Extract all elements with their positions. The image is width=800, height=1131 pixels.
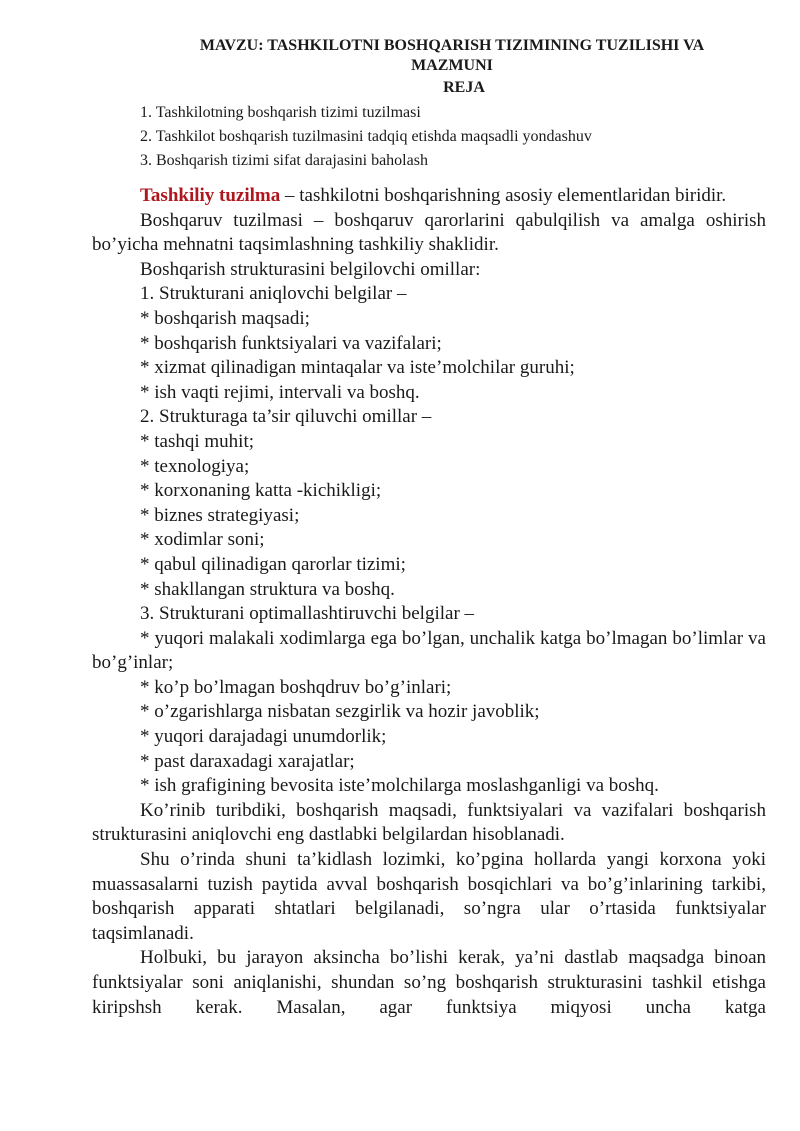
list-item: * xodimlar soni; <box>140 529 265 551</box>
list-item: * tashqi muhit; <box>140 430 254 452</box>
group1-heading: 1. Strukturani aniqlovchi belgilar – <box>140 283 407 305</box>
plan-item: 3. Boshqarish tizimi sifat darajasini baholash <box>140 152 428 169</box>
list-item: * ish grafigining bevosita iste’molchilarga moslashganligi va boshq. <box>140 775 659 797</box>
list-item: * ish vaqti rejimi, intervali va boshq. <box>140 381 420 403</box>
title-line-1: MAVZU: TASHKILOTNI BOSHQARISH TIZIMINING TUZILISHI VA <box>199 37 705 54</box>
list-item: * o’zgarishlarga nisbatan sezgirlik va hozir javoblik; <box>140 701 540 723</box>
plan-item: 2. Tashkilot boshqarish tuzilmasini tadqiq etishda maqsadli yondashuv <box>140 128 592 145</box>
paragraph-conclusion: Ko’rinib turibdiki, boshqarish maqsadi, funktsiyalari va vazifalari boshqarish strukturasini aniqlovchi eng dastlabki belgilardan hisoblanadi. <box>92 799 766 846</box>
list-item: * yuqori malakali xodimlarga ega bo’lgan, unchalik katga bo’lmagan bo’limlar va bo’g’inlar; <box>92 627 766 674</box>
paragraph-correct-order: Holbuki, bu jarayon aksincha bo’lishi kerak, ya’ni dastlab maqsadga binoan funktsiyalar soni aniqlanishi, shundan so’ng boshqarish strukturasini tashkil etishga kiripshsh kerak. Masalan, agar funktsiya miqyosi uncha katga <box>92 947 766 1018</box>
highlighted-term: Tashkiliy tuzilma <box>140 185 281 206</box>
factors-heading: Boshqarish strukturasini belgilovchi omillar: <box>140 258 481 280</box>
document-body <box>92 184 766 1020</box>
list-item: * korxonaning katta -kichikligi; <box>140 480 382 502</box>
list-item: * texnologiya; <box>140 455 250 477</box>
group3-heading: 3. Strukturani optimallashtiruvchi belgilar – <box>140 603 475 625</box>
plan-list <box>140 101 592 173</box>
page-title <box>92 36 800 76</box>
paragraph-practice: Shu o’rinda shuni ta’kidlash lozimki, ko’pgina hollarda yangi korxona yoki muassasalarni tuzish paytida avval boshqarish bosqichlari va bo’g’inlarining tarkibi, boshqarish apparati shtatlari belgilanadi, so’ngra ular o’rtasida funktsiyalar taqsimlanadi. <box>92 849 766 944</box>
plan-heading: REJA <box>443 79 485 96</box>
list-item: * biznes strategiyasi; <box>140 504 300 526</box>
list-item: * ko’p bo’lmagan boshqdruv bo’g’inlari; <box>140 676 452 698</box>
list-item: * yuqori darajadagi unumdorlik; <box>140 726 387 748</box>
intro-paragraph <box>92 184 766 209</box>
list-item: * xizmat qilinadigan mintaqalar va iste’molchilar guruhi; <box>140 357 575 379</box>
title-line-2: MAZMUNI <box>411 57 493 74</box>
list-item: * past daraxadagi xarajatlar; <box>140 750 355 772</box>
paragraph-management-structure: Boshqaruv tuzilmasi – boshqaruv qarorlarini qabulqilish va amalga oshirish bo’yicha mehnatni taqsimlashning tashkiliy shaklidir. <box>92 209 766 256</box>
list-item: * shakllangan struktura va boshq. <box>140 578 395 600</box>
plan-item: 1. Tashkilotning boshqarish tizimi tuzilmasi <box>140 104 421 121</box>
group2-heading: 2. Strukturaga ta’sir qiluvchi omillar – <box>140 406 432 428</box>
list-item: * qabul qilinadigan qarorlar tizimi; <box>140 553 406 575</box>
list-item: * boshqarish maqsadi; <box>140 307 310 329</box>
intro-text: – tashkilotni boshqarishning asosiy elementlaridan biridir. <box>280 185 727 206</box>
list-item: * boshqarish funktsiyalari va vazifalari; <box>140 332 442 354</box>
